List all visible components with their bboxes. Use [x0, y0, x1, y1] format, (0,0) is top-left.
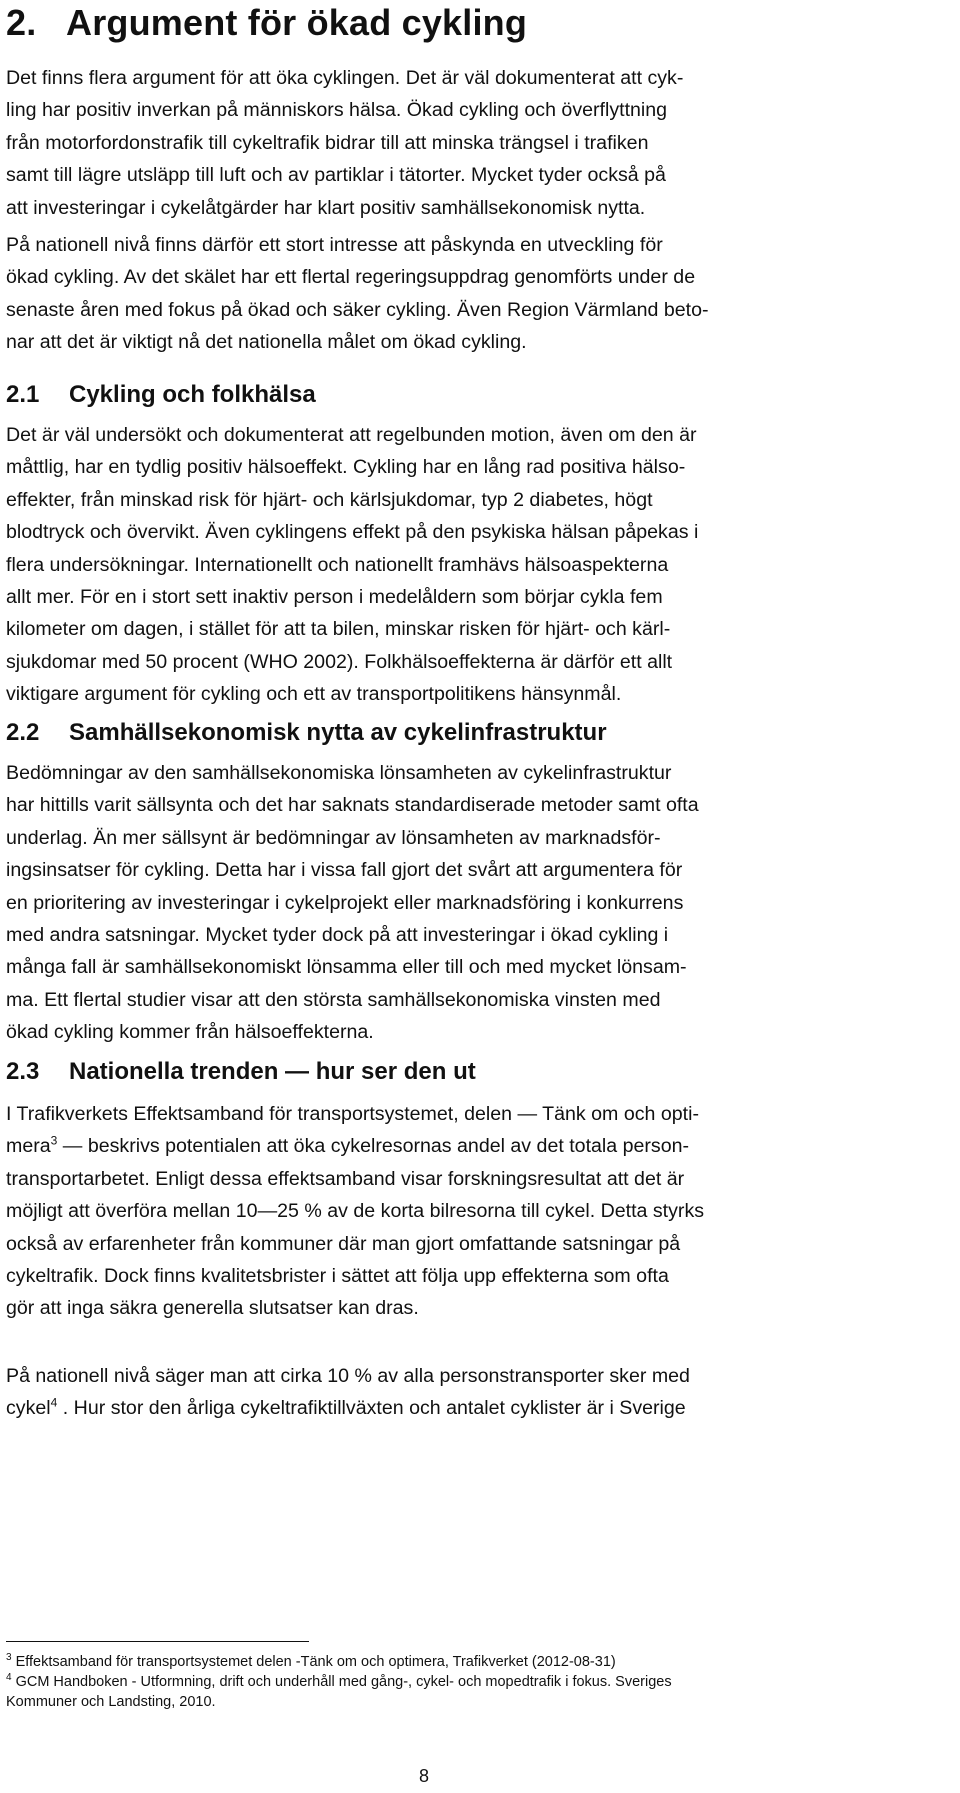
text-fragment: cykel — [6, 1397, 51, 1420]
text-line: från motorfordonstrafik till cykeltrafik bidrar till att minska trängsel i trafiken — [6, 131, 649, 154]
text-line: med andra satsningar. Mycket tyder dock på att investeringar i ökad cykling i — [6, 924, 669, 947]
section-number: 2.3 — [6, 1058, 40, 1085]
text-line: Det finns flera argument för att öka cyklingen. Det är väl dokumenterat att cyk- — [6, 67, 684, 89]
text-fragment: . Hur stor den årliga cykeltrafiktillväxten och antalet cyklister är i Sverige — [57, 1397, 686, 1420]
text-line: flera undersökningar. Internationellt och nationellt framhävs hälsoaspekterna — [6, 553, 669, 576]
section-2-3-paragraph-1 — [6, 1098, 944, 1325]
text-line: sjukdomar med 50 procent (WHO 2002). Folkhälsoeffekterna är därför ett allt — [6, 650, 673, 673]
section-heading-2-3 — [6, 1058, 476, 1086]
text-line: blodtryck och övervikt. Även cyklingens effekt på den psykiska hälsan påpekas i — [6, 521, 699, 544]
text-line: cykeltrafik. Dock finns kvalitetsbrister i sättet att följa upp effekterna som ofta — [6, 1265, 669, 1288]
text-line: underlag. Än mer sällsynt är bedömningar av lönsamheten av marknadsför- — [6, 826, 661, 849]
chapter-number: 2. — [6, 2, 37, 43]
text-line: På nationell nivå säger man att cirka 10 % av alla personstransporter sker med — [6, 1365, 690, 1387]
text-line: också av erfarenheter från kommuner där man gjort omfattande satsningar på — [6, 1232, 681, 1255]
section-heading-2-1 — [6, 381, 316, 409]
text-line: allt mer. För en i stort sett inaktiv person i medelåldern som börjar cykla fem — [6, 586, 663, 609]
chapter-title: Argument för ökad cykling — [66, 2, 528, 43]
footnotes — [6, 1652, 946, 1712]
text-line: möjligt att överföra mellan 10—25 % av de korta bilresorna till cykel. Detta styrks — [6, 1200, 705, 1223]
intro-paragraph-2 — [6, 229, 944, 359]
page-number: 8 — [419, 1766, 430, 1786]
text-fragment: — beskrivs potentialen att öka cykelresornas andel av det totala person- — [57, 1135, 690, 1158]
footnote-mark: 3 — [6, 1652, 12, 1664]
text-line: effekter, från minskad risk för hjärt- och kärlsjukdomar, typ 2 diabetes, högt — [6, 488, 653, 511]
text-line: en prioritering av investeringar i cykelprojekt eller marknadsföring i konkurrens — [6, 891, 684, 914]
section-number: 2.2 — [6, 719, 40, 746]
footnote-text: GCM Handboken - Utformning, drift och underhåll med gång-, cykel- och mopedtrafik i fokus. Sveriges — [15, 1674, 672, 1690]
footnote-reference-3[interactable]: 3 — [50, 1133, 58, 1148]
text-line: Det är väl undersökt och dokumenterat att regelbunden motion, även om den är — [6, 424, 697, 446]
text-line: ökad cykling. Av det skälet har ett flertal regeringsuppdrag genomförts under de — [6, 266, 696, 289]
section-number: 2.1 — [6, 381, 40, 408]
footnote-mark: 4 — [6, 1672, 12, 1684]
text-line: ling har positiv inverkan på människors hälsa. Ökad cykling och överflyttning — [6, 99, 668, 122]
text-line: Bedömningar av den samhällsekonomiska lönsamheten av cykelinfrastruktur — [6, 762, 672, 784]
text-line: många fall är samhällsekonomiskt lönsamma eller till och med mycket lönsam- — [6, 956, 687, 979]
footnote-4 — [6, 1672, 946, 1692]
footnote-4-continuation: Kommuner och Landsting, 2010. — [6, 1694, 216, 1710]
footnote-text: Effektsamband för transportsystemet delen -Tänk om och optimera, Trafikverket (2012-08-31) — [15, 1654, 616, 1670]
text-fragment: mera — [6, 1135, 51, 1158]
text-line — [6, 1130, 944, 1162]
text-line: viktigare argument för cykling och ett av transportpolitikens hänsynmål. — [6, 683, 622, 706]
intro-paragraph-1 — [6, 62, 944, 224]
text-line: kilometer om dagen, i stället för att ta bilen, minskar risken för hjärt- och kärl- — [6, 618, 671, 641]
text-line: att investeringar i cykelåtgärder har klart positiv samhällsekonomisk nytta. — [6, 196, 646, 219]
section-title: Samhällsekonomisk nytta av cykelinfrastruktur — [69, 719, 607, 746]
text-line: I Trafikverkets Effektsamband för transportsystemet, delen — Tänk om och opti- — [6, 1103, 699, 1125]
text-line: På nationell nivå finns därför ett stort intresse att påskynda en utveckling för — [6, 234, 663, 256]
text-line — [6, 1392, 944, 1424]
text-line: senaste åren med fokus på ökad och säker cykling. Även Region Värmland beto- — [6, 298, 709, 321]
text-line: samt till lägre utsläpp till luft och av partiklar i tätorter. Mycket tyder också på — [6, 164, 666, 187]
chapter-heading — [6, 2, 527, 44]
section-title: Nationella trenden — hur ser den ut — [69, 1058, 476, 1085]
section-title: Cykling och folkhälsa — [69, 381, 316, 408]
footnote-divider — [6, 1641, 309, 1642]
section-2-1-paragraph — [6, 419, 944, 711]
text-line: ökad cykling kommer från hälsoeffekterna. — [6, 1021, 374, 1044]
text-line: gör att inga säkra generella slutsatser kan dras. — [6, 1297, 419, 1320]
footnote-3 — [6, 1652, 946, 1672]
footnote-reference-4[interactable]: 4 — [50, 1395, 58, 1410]
section-2-3-paragraph-2 — [6, 1360, 944, 1425]
text-line: transportarbetet. Enligt dessa effektsamband visar forskningsresultat att det är — [6, 1167, 685, 1190]
text-line: ma. Ett flertal studier visar att den största samhällsekonomiska vinsten med — [6, 988, 661, 1011]
section-2-2-paragraph — [6, 757, 944, 1049]
text-line: har hittills varit sällsynta och det har saknats standardiserade metoder samt ofta — [6, 794, 699, 817]
text-line: ingsinsatser för cykling. Detta har i vissa fall gjort det svårt att argumentera för — [6, 859, 683, 882]
text-line: måttlig, har en tydlig positiv hälsoeffekt. Cykling har en lång rad positiva hälso- — [6, 456, 686, 479]
section-heading-2-2 — [6, 719, 607, 747]
text-line: nar att det är viktigt nå det nationella målet om ökad cykling. — [6, 331, 527, 354]
